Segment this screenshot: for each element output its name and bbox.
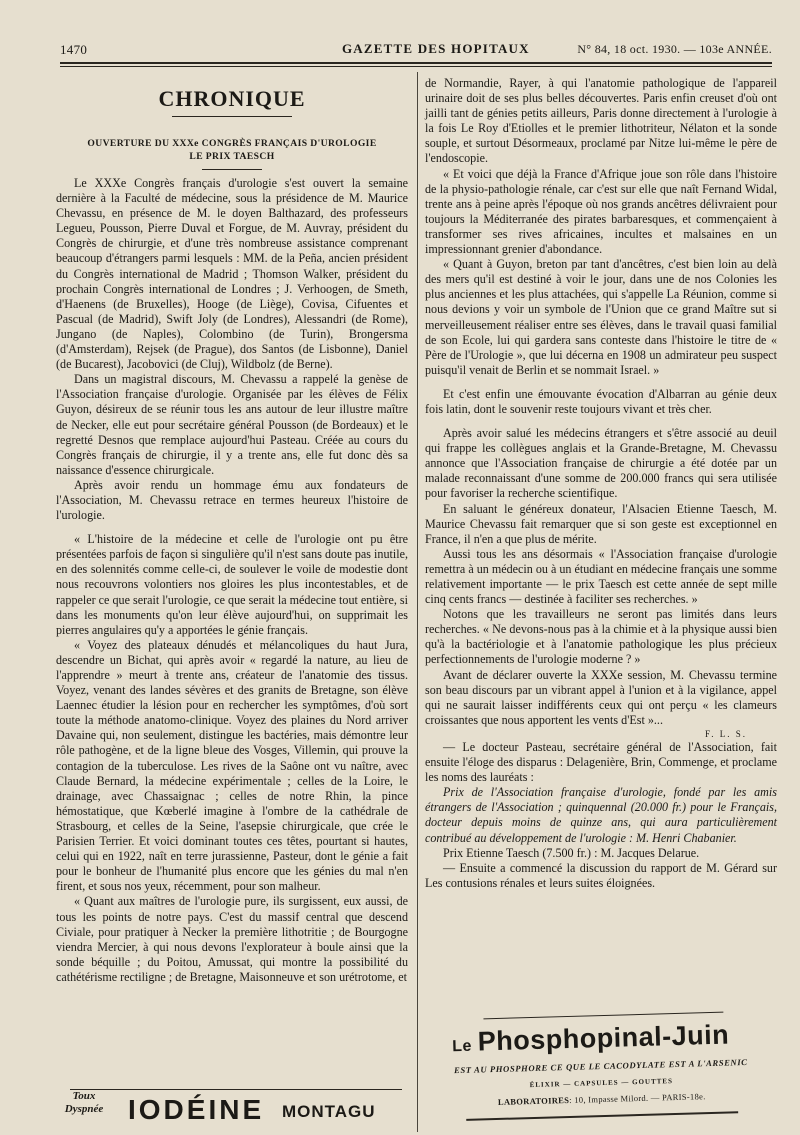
ad-brand: [452, 1019, 730, 1058]
subtitle-rule: [202, 169, 262, 170]
ad-rule: [483, 1012, 723, 1020]
ad-brand: IODÉINE: [128, 1094, 265, 1125]
paragraph: Après avoir rendu un hommage ému aux fondateurs de l'Association, M. Chevassu retrace en termes heureux l'histoire de l'urologie.: [56, 477, 408, 523]
title-rule: [172, 116, 292, 117]
paragraph: « Voyez des plateaux dénudés et mélancoliques du haut Jura, descendre un Bichat, qui après avoir « regardé la nature, au lieu de l'apprendre » meurt à trente ans, créateur de l'anatomie des tissus. Voyez, venant des landes sévères et des granits de Bretagne, son élève Laennec étudier la lésion pour en rechercher les symptômes, d'où sort toute la méthode anatomo-clinique. Voyez des plaines du Nord arriver Davaine qui, non seulement, distingue les bactéries, mais démontre leur rôle pathogène, et de la ligne bleue des Vosges, Villemin, qui prouve la contagion de la tuberculose. Les rives de la Saône ont vu naître, avec Claude Bernard, la médecine expérimentale ; celles de la Loire, le drainage, avec Chassaignac ; celles de notre Rhin, la pince hémostatique, que Kœberlé imagine à l'ombre de la cathédrale de Strasbourg, et celles de la Seine, l'asepsie chirurgicale, que crée le Parisien Terrier. Et voici dominant toutes ces têtes, pourtant si hautes, celui qui en 1922, naît en terre jurassienne, Pasteur, dont le génie a fait pour le bonheur de l'humanité plus encore que les génies du mal n'en firent, et sous nos yeux, récemment, pour son malheur.: [56, 637, 408, 894]
paragraph: « Et voici que déjà la France d'Afrique joue son rôle dans l'histoire de la physio-pathologie rénale, car c'est sur elle que naît Fernand Widal, trente ans à peine après l'époque où nos grands ancêtres délivraient pour toujours la Méditerranée des pirates barbaresques, et commençaient à transformer ses rives africaines, incultes et malsaines en un impressionnant grenier d'abondance.: [425, 166, 777, 257]
issue-info: N° 84, 18 oct. 1930. — 103e ANNÉE.: [577, 42, 772, 56]
signature: F. L. S.: [704, 728, 747, 739]
ad-brand-name: Phosphopinal-Juin: [477, 1019, 730, 1057]
paragraph: — Ensuite a commencé la discussion du rapport de M. Gérard sur Les contusions rénales et leurs suites éloignées.: [425, 860, 777, 890]
page-header: [60, 38, 772, 60]
ad-address: [426, 1089, 778, 1109]
phosphopinal-advertisement: [423, 1010, 778, 1130]
ad-bottom-rule: [466, 1111, 738, 1121]
paragraph: Le XXXe Congrès français d'urologie s'est ouvert la semaine dernière à la Faculté de médecine, sous la présidence de M. Maurice Chevassu, en présence de M. le doyen Balthazard, des professeurs Legueu, Pousson, Pierre Duval et Forgue, de M. Auvray, président du Congrès de chirurgie, et d'une très nombreuse assistance comprenant beaucoup d'étrangers parmi lesquels : MM. de la Peña, ancien président du Congrès international de Madrid ; Thomson Walker, président du prochain Congrès international de Londres ; J. Verhoogen, de Smeth, d'Haenens (de Bruxelles), Hooge (de Liège), Covisa, Cifuentes et Pascual (de Madrid), Swift Joly (de Londres), Alessandri (de Rome), Jungano (de Naples), Colombino (de Turin), Brongersma (d'Amsterdam), Rejsek (de Prague), dos Santos (de Lisbonne), Daniel (de Bucarest), Jacobovici (de Cluj), Wildbolz (de Berne).: [56, 176, 408, 372]
article-title: CHRONIQUE: [158, 86, 306, 111]
paragraph: Prix de l'Association française d'urologie, fondé par les amis étrangers de l'Association ; quinquennal (20.000 fr.) pour le Français, docteur depuis moins de quinze ans, qui aura particulièrement contribué au développement de l'urologie : M. Henri Chabanier.: [425, 785, 777, 845]
ad-tagline: EST AU PHOSPHORE CE QUE LE CACODYLATE EST A L'ARSENIC: [453, 1056, 748, 1076]
ad-maker: MONTAGU: [282, 1102, 376, 1121]
ad-labs-label: LABORATOIRES: [497, 1094, 570, 1107]
paragraph: « Quant aux maîtres de l'urologie pure, ils surgissent, eux aussi, de tous les points de notre pays. C'est du massif central que descend Civiale, pour pratiquer à Necker la première lithotritie ; de Bourgogne viendra Mercier, à qui nous devons l'explorateur à boule ainsi que la sonde béquille ; du Poitou, Amussat, qui montre la possibilité du cathétérisme rectiligne ; de Bretagne, Maisonneuve et son urétrotome, et: [56, 894, 408, 984]
paragraph: « Quant à Guyon, breton par tant d'ancêtres, c'est bien loin au delà des mers qu'il est destiné à voir le jour, dans une de nos Colonies les plus anciennes et les plus attachées, qui s'appelle La Réunion, comme si nous devions y voir un symbole de l'Union que ce grand Maître sut si merveilleusement réaliser entre ses élèves, dans le travail quasi familial de son Ecole, lui qui gardera sans conteste dans l'histoire le titre de « Père de l'Urologie », que lui décerna en 1908 un admirateur peu suspect puisqu'il venait de Berlin et se nommait Israel. »: [425, 257, 777, 377]
paragraph: Notons que les travailleurs ne seront pas limités dans leurs recherches. « Ne devons-nous pas à la chimie et à la physique aussi bien qu'à la bactériologie et à l'anatomie pathologique les plus précieux perfectionnements de l'urologie moderne ? »: [425, 607, 777, 667]
ad-toux: Toux: [72, 1090, 96, 1102]
article-subtitle: [56, 137, 408, 163]
header-rule-thin: [60, 66, 772, 67]
page-number: 1470: [60, 42, 88, 57]
paragraph: Prix Etienne Taesch (7.500 fr.) : M. Jacques Delarue.: [443, 845, 700, 860]
paragraph: Après avoir salué les médecins étrangers et s'être associé au deuil qui frappe les collègues anglais et la Grande-Bretagne, M. Chevassu annonce que l'Association française de chirurgie a été dotée par un malade reconnaissant d'une somme de 200.000 francs qui sera utilisée pour favoriser la recherche scientifique.: [425, 426, 777, 501]
left-column: [56, 80, 408, 985]
paragraph: En saluant le généreux donateur, l'Alsacien Etienne Taesch, M. Maurice Chevassu fait remarquer que si son geste est exceptionnel en France, il n'en a que plus de mérite.: [425, 501, 777, 546]
subtitle-line-1: OUVERTURE DU XXXe CONGRÈS FRANÇAIS D'UROLOGIE: [87, 138, 377, 149]
ad-labs-address: : 10, Impasse Milord. — PARIS-18e.: [569, 1091, 706, 1105]
paragraph: Dans un magistral discours, M. Chevassu a rappelé la genèse de l'Association française d'urologie. Organisée par les élèves de Félix Guyon, désireux de se réunir tous les ans autour de leur illustre maître de Necker, elle eut pour secrétaire général Pousson (de Bordeaux) et le regretté Desnos que remplace aujourd'hui Pasteau. Créée au cours du Congrès français de chirurgie, il y a trente ans, elle fut donc dès sa naissance d'essence chirurgicale.: [56, 372, 408, 477]
right-column: [425, 76, 777, 891]
iodeine-advertisement: [60, 1088, 400, 1130]
paragraph: Avant de déclarer ouverte la XXXe session, M. Chevassu termine son beau discours par un vibrant appel à l'union et à la vigilance, appel qui ne saurait laisser indifférents ceux qui ont perçu « les clameurs croissantes que nous apportent les vents d'Est »...: [425, 667, 777, 727]
header-rule: [60, 62, 772, 64]
paragraph: Aussi tous les ans désormais « l'Association française d'urologie remettra à un médecin ou à un étudiant en médecine français une somme relativement importante — le prix Taesch est cette année de sept mille cinq cents francs — destinée à faciliter ses recherches. »: [425, 546, 777, 607]
ad-forms: ÉLIXIR — CAPSULES — GOUTTES: [529, 1077, 674, 1090]
paragraph: — Le docteur Pasteau, secrétaire général de l'Association, fait ensuite l'éloge des disparus : Delagenière, Brin, Commenge, et proclame les noms des lauréats :: [425, 739, 777, 785]
subtitle-line-2: LE PRIX TAESCH: [189, 151, 275, 162]
ad-rule: [70, 1089, 402, 1090]
ad-indications: [62, 1090, 106, 1116]
paragraph: de Normandie, Rayer, à qui l'anatomie pathologique de l'appareil urinaire doit de ses plus belles découvertes. Paris enfin creuset d'où ont jailli tant de génies petits ailleurs, Paris donne directement à l'urologie à la fois Le Roy d'Etiolles et le premier lithotriteur, Nélaton et la sonde souple, et surtout Désormeaux, proclamé par Nitze lui-même le père de l'endoscopie.: [425, 76, 777, 166]
paragraph: Et c'est enfin une émouvante évocation d'Albarran au génie deux fois latin, dont le souvenir reste toujours vivant et très cher.: [425, 386, 777, 416]
column-divider: [417, 72, 418, 1132]
paragraph: « L'histoire de la médecine et celle de l'urologie ont pu être présentées parfois de façon si singulière qu'il n'est sans doute pas inutile, en des solennités comme celle-ci, de soulever le voile de modestie dont nous recouvrons volontiers nos gloires les plus incontestables, et de rappeler ce que serait l'urologie, ce que serait la médecine tout entière, si dans les monuments qu'on leur élève aujourd'hui, on supprimait les pierres angulaires qu'y a apportées le génie français.: [56, 532, 408, 637]
journal-title: GAZETTE DES HOPITAUX: [342, 41, 530, 56]
ad-article: Le: [451, 1037, 473, 1056]
ad-dyspnee: Dyspnée: [64, 1103, 104, 1115]
